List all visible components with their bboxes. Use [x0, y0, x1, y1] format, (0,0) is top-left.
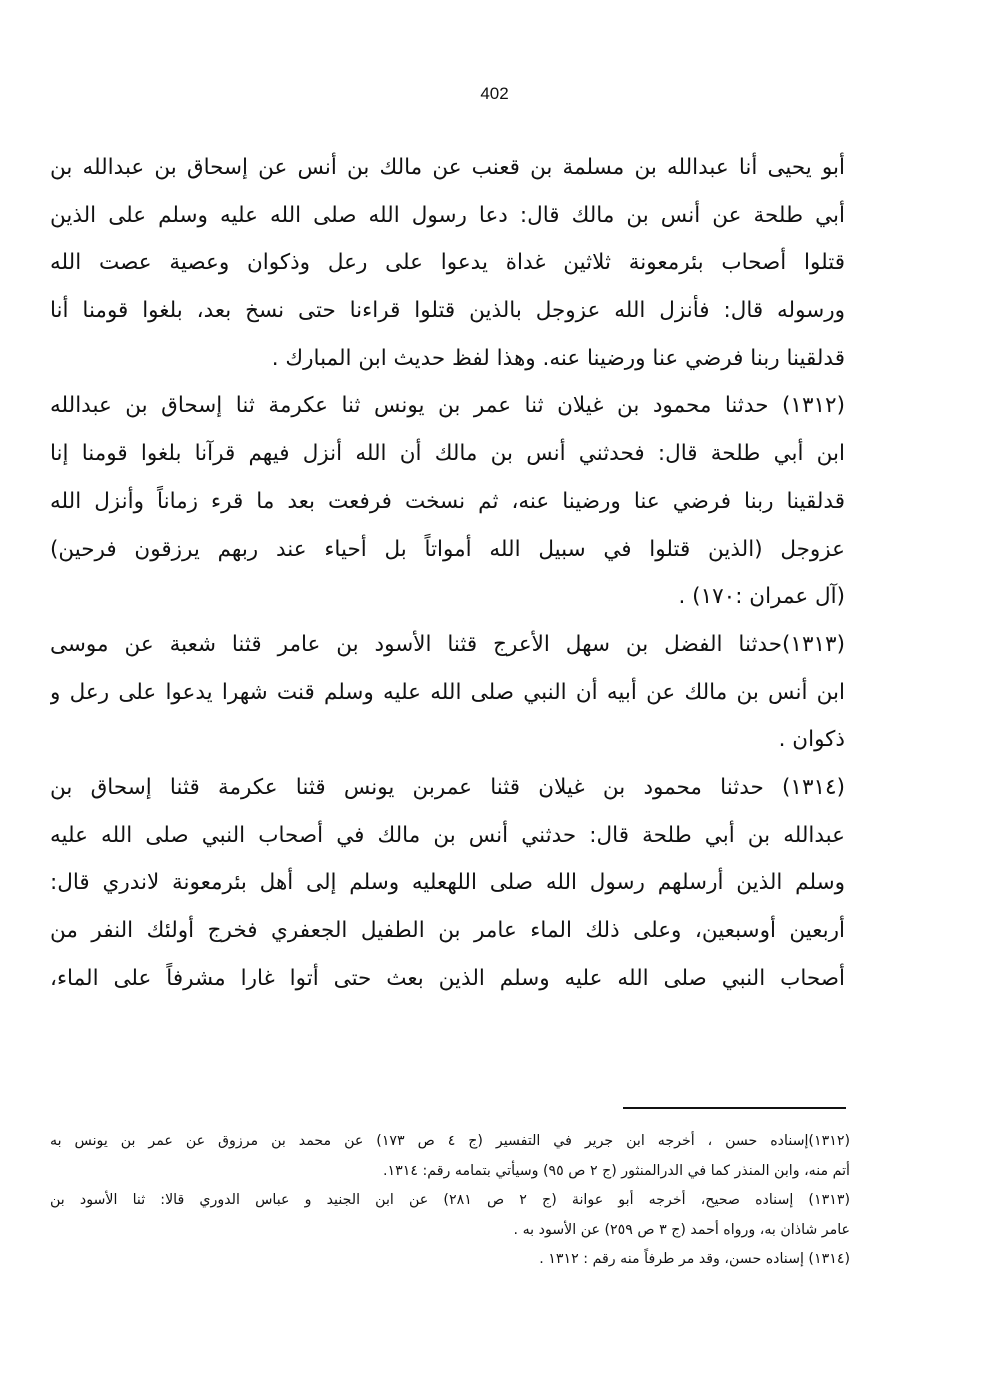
text-line: أبي طلحة عن أنس بن مالك قال: دعا رسول الله صلى الله عليه وسلم على الذين — [50, 202, 845, 228]
text-line: (١٣١٢) حدثنا محمود بن غيلان ثنا عمر بن يونس ثنا عكرمة ثنا إسحاق بن عبدالله — [50, 393, 845, 419]
hadith-1313 — [50, 621, 845, 764]
footnote-1314 — [50, 1245, 850, 1275]
text-line: ابن أبي طلحة قال: فحدثني أنس بن مالك أن الله أنزل فيهم قرآنا بلغوا قومنا إنا — [50, 441, 845, 467]
text-line: عبدالله بن أبي طلحة قال: حدثني أنس بن مالك في أصحاب النبي صلى الله عليه — [50, 822, 845, 848]
text-line: أربعين أوسبعين، وعلى ذلك الماء عامر بن الطفيل الجعفري فخرج أولئك النفر من — [50, 918, 845, 943]
text-line: ابن أنس بن مالك عن أبيه أن النبي صلى الله عليه وسلم قنت شهرا يدعوا على رعل و — [50, 679, 845, 705]
text-line: ورسوله قال: فأنزل الله عزوجل بالذين قتلوا قراءنا حتى نسخ بعد، بلغوا قومنا أنا — [50, 298, 845, 324]
footnote-separator — [623, 1107, 846, 1109]
text-line: (آل عمران :١٧٠) . — [678, 584, 845, 610]
hadith-1314 — [50, 764, 845, 1002]
text-line: عزوجل (الذين قتلوا في سبيل الله أمواتاً بل أحياء عند ربهم يرزقون فرحين) — [50, 536, 845, 562]
text-line: أبو يحيى أنا عبدالله بن مسلمة بن قعنب عن مالك بن أنس عن إسحاق بن عبدالله بن — [50, 155, 845, 180]
page-number: 402 — [480, 84, 509, 103]
footnote-1313 — [50, 1186, 850, 1245]
footnote-line: عامر شاذان به، ورواه أحمد (ج ٣ ص ٢٥٩) عن الأسود به . — [513, 1221, 850, 1238]
text-line: قتلوا أصحاب بئرمعونة ثلاثين غداة يدعوا على رعل وذكوان وعصية عصت الله — [50, 250, 845, 276]
text-line: أصحاب النبي صلى الله عليه وسلم الذين بعث حتى أتوا غارا مشرفاً على الماء، — [50, 965, 845, 991]
paragraph-continuation — [50, 144, 845, 382]
footnote-line: (١٣١٤) إسناده حسن، وقد مر طرفاً منه رقم : ١٣١٢ . — [539, 1251, 850, 1267]
hadith-1312 — [50, 382, 845, 620]
footnote-1312 — [50, 1127, 850, 1186]
footnote-line: (١٣١٢)إسناده حسن ، أخرجه ابن جرير في التفسير (ج ٤ ص ١٧٣) عن محمد بن مرزوق عن عمر بن يونس به — [50, 1133, 850, 1149]
main-text — [50, 144, 845, 1002]
text-line: ذكوان . — [778, 727, 845, 753]
text-line: قدلقينا ربنا فرضي عنا ورضينا عنه. وهذا لفظ حديث ابن المبارك . — [271, 345, 845, 371]
text-line: (١٣١٤) حدثنا محمود بن غيلان قثنا عمربن يونس قثنا عكرمة قثنا إسحاق بن — [50, 774, 845, 800]
text-line: قدلقينا ربنا فرضي عنا ورضينا عنه، ثم نسخت فرفعت بعد ما قرء زماناً وأنزل الله — [50, 488, 845, 514]
footnote-line: (١٣١٣) إسناده صحيح، أخرجه أبو عوانة (ج ٢ ص ٢٨١) عن ابن الجنيد و عباس الدوري قالا: ثنا الأسود بن — [50, 1192, 850, 1208]
text-line: (١٣١٣)حدثنا الفضل بن سهل الأعرج قثنا الأسود بن عامر قثنا شعبة عن موسى — [50, 631, 845, 657]
footnotes — [50, 1127, 850, 1275]
footnote-line: أتم منه، وابن المنذر كما في الدرالمنثور (ج ٢ ص ٩٥) وسيأتي بتمامه رقم: ١٣١٤. — [383, 1162, 850, 1179]
text-line: وسلم الذين أرسلهم رسول الله صلى اللهعليه وسلم إلى أهل بئرمعونة لاندري قال: — [50, 870, 845, 896]
